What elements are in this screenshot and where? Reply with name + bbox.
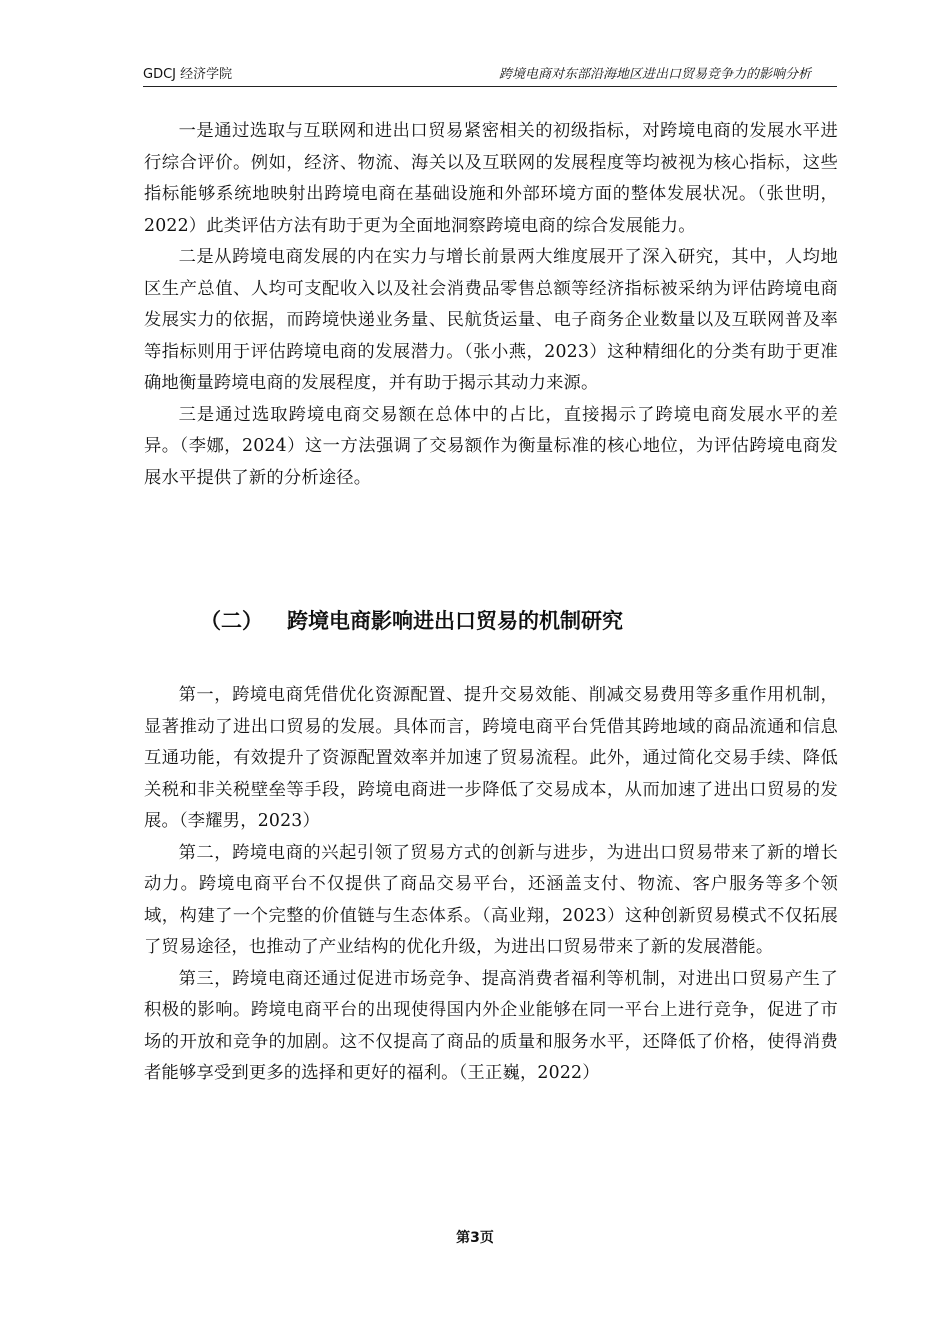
paragraph: 一是通过选取与互联网和进出口贸易紧密相关的初级指标，对跨境电商的发展水平进行综合评价。例如，经济、物流、海关以及互联网的发展程度等均被视为核心指标，这些指标能够系统地映射出跨境电商在基础设施和外部环境方面的整体发展状况。（张世明，2022）此类评估方法有助于更为全面地洞察跨境电商的综合发展能力。 [144,121,838,236]
paragraph: 第三，跨境电商还通过促进市场竞争、提高消费者福利等机制，对进出口贸易产生了积极的影响。跨境电商平台的出现使得国内外企业能够在同一平台上进行竞争，促进了市场的开放和竞争的加剧。这不仅提高了商品的质量和服务水平，还降低了价格，使得消费者能够享受到更多的选择和更好的福利。（王正巍，2022） [144,968,838,1083]
paragraph: 三是通过选取跨境电商交易额在总体中的占比，直接揭示了跨境电商发展水平的差异。（李娜，2024）这一方法强调了交易额作为衡量标准的核心地位，为评估跨境电商发展水平提供了新的分析途径。 [144,404,838,488]
section-title-text: 跨境电商影响进出口贸易的机制研究 [287,609,623,633]
page-number: 第3页 [456,1230,494,1246]
section1-body [144,116,838,494]
paragraph: 第一，跨境电商凭借优化资源配置、提升交易效能、削减交易费用等多重作用机制，显著推动了进出口贸易的发展。具体而言，跨境电商平台凭借其跨地域的商品流通和信息互通功能，有效提升了资源配置效率并加速了贸易流程。此外，通过简化交易手续、降低关税和非关税壁垒等手段，跨境电商进一步降低了交易成本，从而加速了进出口贸易的发展。（李耀男，2023） [144,685,838,831]
page-header [143,66,837,87]
section2-body [144,680,838,1090]
paragraph: 二是从跨境电商发展的内在实力与增长前景两大维度展开了深入研究，其中，人均地区生产总值、人均可支配收入以及社会消费品零售总额等经济指标被采纳为评估跨境电商发展实力的依据，而跨境快递业务量、民航货运量、电子商务企业数量以及互联网普及率等指标则用于评估跨境电商的发展潜力。（张小燕，2023）这种精细化的分类有助于更准确地衡量跨境电商的发展程度，并有助于揭示其动力来源。 [144,247,838,393]
header-institution: GDCJ 经济学院 [143,67,233,82]
paragraph: 第二，跨境电商的兴起引领了贸易方式的创新与进步，为进出口贸易带来了新的增长动力。跨境电商平台不仅提供了商品交易平台，还涵盖支付、物流、客户服务等多个领域，构建了一个完整的价值链与生态体系。（高业翔，2023）这种创新贸易模式不仅拓展了贸易途径，也推动了产业结构的优化升级，为进出口贸易带来了新的发展潜能。 [144,842,838,957]
header-document-title: 跨境电商对东部沿海地区进出口贸易竞争力的影响分析 [498,67,811,82]
section-heading [200,605,623,637]
section-number: （二） [200,609,263,633]
